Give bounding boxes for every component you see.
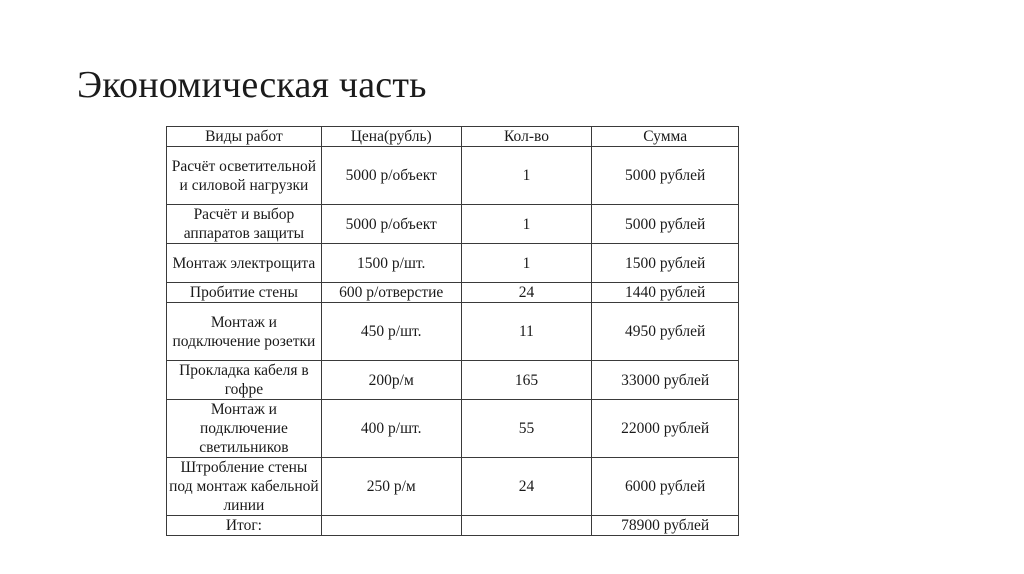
cell-qty: 1 — [461, 205, 592, 244]
cell-work: Расчёт осветительной и силовой нагрузки — [167, 147, 322, 205]
header-sum: Сумма — [592, 127, 739, 147]
header-price: Цена(рубль) — [321, 127, 461, 147]
cell-work: Монтаж электрощита — [167, 244, 322, 283]
slide-title: Экономическая часть — [77, 64, 427, 106]
cell-qty: 1 — [461, 244, 592, 283]
cell-work: Монтаж и подключение светильников — [167, 400, 322, 458]
table-header-row — [167, 127, 739, 147]
total-sum: 78900 рублей — [592, 516, 739, 536]
cell-sum: 4950 рублей — [592, 303, 739, 361]
cell-work: Штробление стены под монтаж кабельной линии — [167, 458, 322, 516]
cell-qty: 24 — [461, 283, 592, 303]
cell-work: Расчёт и выбор аппаратов защиты — [167, 205, 322, 244]
cell-qty: 55 — [461, 400, 592, 458]
cell-sum: 1500 рублей — [592, 244, 739, 283]
cell-work: Пробитие стены — [167, 283, 322, 303]
table-row — [167, 458, 739, 516]
cell-sum: 33000 рублей — [592, 361, 739, 400]
cell-price: 250 р/м — [321, 458, 461, 516]
cell-sum: 1440 рублей — [592, 283, 739, 303]
table-row — [167, 400, 739, 458]
cell-qty: 11 — [461, 303, 592, 361]
economics-table — [166, 126, 739, 536]
total-price — [321, 516, 461, 536]
table-row — [167, 244, 739, 283]
cell-price: 600 р/отверстие — [321, 283, 461, 303]
cell-price: 5000 р/объект — [321, 147, 461, 205]
cell-sum: 22000 рублей — [592, 400, 739, 458]
cell-work: Прокладка кабеля в гофре — [167, 361, 322, 400]
total-label: Итог: — [167, 516, 322, 536]
cell-price: 400 р/шт. — [321, 400, 461, 458]
cell-qty: 1 — [461, 147, 592, 205]
table-row — [167, 147, 739, 205]
cell-work: Монтаж и подключение розетки — [167, 303, 322, 361]
cell-price: 5000 р/объект — [321, 205, 461, 244]
cell-sum: 5000 рублей — [592, 147, 739, 205]
cell-sum: 6000 рублей — [592, 458, 739, 516]
table-row — [167, 205, 739, 244]
cell-qty: 165 — [461, 361, 592, 400]
table-row — [167, 303, 739, 361]
cell-qty: 24 — [461, 458, 592, 516]
table-row — [167, 361, 739, 400]
cell-price: 1500 р/шт. — [321, 244, 461, 283]
header-work-type: Виды работ — [167, 127, 322, 147]
table-total-row — [167, 516, 739, 536]
header-quantity: Кол-во — [461, 127, 592, 147]
cell-price: 450 р/шт. — [321, 303, 461, 361]
cell-price: 200р/м — [321, 361, 461, 400]
cell-sum: 5000 рублей — [592, 205, 739, 244]
total-qty — [461, 516, 592, 536]
table-row — [167, 283, 739, 303]
